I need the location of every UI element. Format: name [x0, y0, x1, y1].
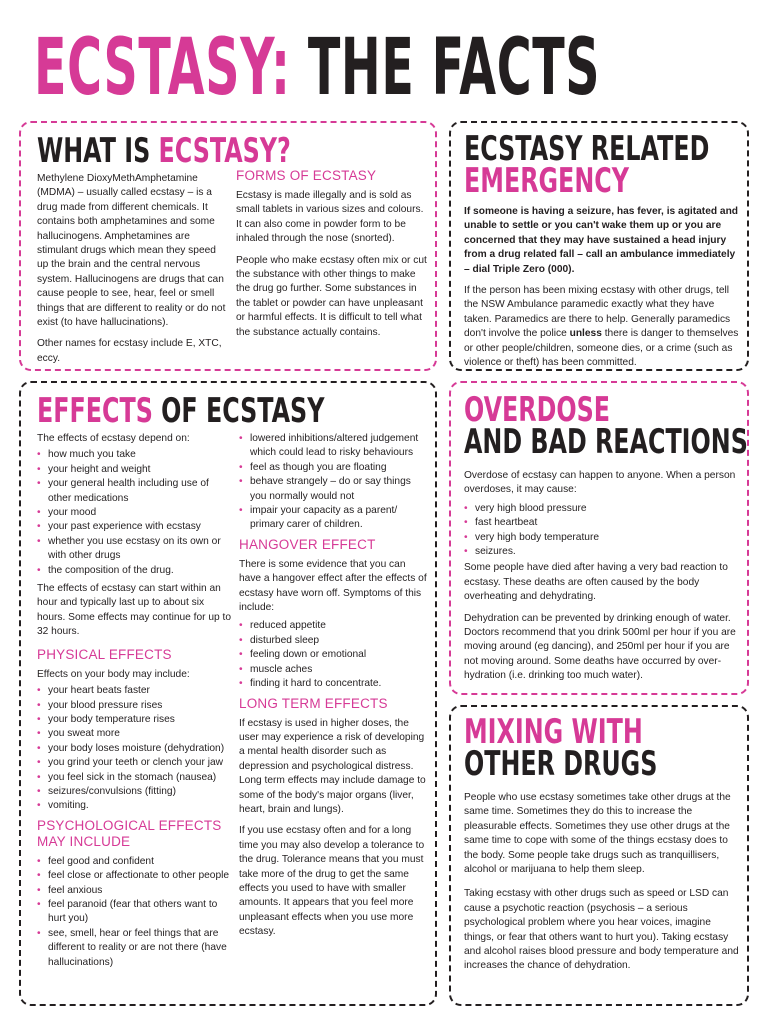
psychological-effects-heading: PSYCHOLOGICAL EFFECTS MAY INCLUDE — [37, 817, 222, 849]
emergency-call-ambulance: If someone is having a seizure, has fever, is agitated and unable to settle or you can't wake them up or you are concerned that they may have sustained a head injury from a drug related fall – call an ambulance immediately – dial Triple Zero (000). — [464, 206, 739, 275]
list-item: • very high body temperature — [464, 531, 742, 545]
hangover-list — [239, 619, 429, 691]
list-item: • see, smell, hear or feel things that are different to reality or are not there (have hallucinations) — [37, 927, 233, 970]
list-item: • fast heartbeat — [464, 516, 742, 530]
list-item: • your mood — [37, 506, 233, 520]
overdose-list — [464, 502, 742, 560]
list-item: • feel as though you are floating — [239, 461, 429, 475]
overdose-heading-line2: AND BAD REACTIONS — [464, 422, 748, 462]
list-item: • seizures/convulsions (fitting) — [37, 785, 233, 799]
mixing-p2: Taking ecstasy with other drugs such as speed or LSD can cause a psychotic reaction (psychosis – a serious psychological problem where you hear voices, imagine things, or fear that others want to hurt you). Taking ecstasy and alcohol raises blood pressure and body temperature and increases the chance of dehydration. — [464, 888, 739, 972]
psych-list-continued — [239, 432, 429, 533]
list-item: • your height and weight — [37, 463, 233, 477]
mixing-heading-line2: OTHER DRUGS — [464, 744, 658, 784]
emergency-heading-line1: ECSTASY RELATED — [464, 129, 710, 169]
list-item: • your general health including use of other medications — [37, 477, 233, 506]
what-is-ecstasy-text — [37, 172, 229, 373]
physical-intro: Effects on your body may include: — [37, 668, 190, 680]
list-item: • you sweat more — [37, 727, 233, 741]
list-item: • reduced appetite — [239, 619, 429, 633]
overdose-heading-line1: OVERDOSE — [464, 390, 610, 430]
title-ecstasy: ECSTASY: — [34, 23, 291, 113]
effects-timing: The effects of ecstasy can start within an hour and typically last up to about six hours. Some effects may continue for up to 32 hours. — [37, 583, 232, 638]
depend-list — [37, 448, 233, 578]
overdose-deaths: Some people have died after having a very bad reaction to ecstasy. These deaths are often caused by the body overheating and dehydrating. — [464, 562, 728, 603]
list-item: • the composition of the drug. — [37, 564, 233, 578]
other-names: Other names for ecstasy include E, XTC, eccy. — [37, 338, 222, 364]
effects-col-1 — [37, 432, 233, 970]
mixing-text — [464, 791, 742, 981]
list-item: • seizures. — [464, 545, 742, 559]
effects-col-2 — [239, 432, 429, 947]
list-item: • disturbed sleep — [239, 634, 429, 648]
list-item: • feel good and confident — [37, 855, 233, 869]
list-item: • whether you use ecstasy on its own or with other drugs — [37, 535, 233, 564]
page-title — [34, 23, 601, 113]
list-item: • impair your capacity as a parent/ primary carer of children. — [239, 504, 429, 533]
longterm-p1: If ecstasy is used in higher doses, the user may experience a risk of developing a mental health disorder such as depression and psychological distress. Long term effects may include damage to some of the body's major organs (liver, heart, brain and lungs). — [239, 717, 426, 815]
list-item: • feel close or affectionate to other people — [37, 869, 233, 883]
forms-heading: FORMS OF ECSTASY — [236, 168, 377, 183]
mixing-heading-line1: MIXING WITH — [464, 712, 643, 752]
longterm-p2: If you use ecstasy often and for a long time you may also develop a tolerance to the drug. Tolerance means that you must take more of the drug to get the same effects you used to have with smaller amounts. It appears that you feel more unpleasant effects when you use more ecstasy. — [239, 825, 425, 938]
mdma-description: Methylene DioxyMethAmphetamine (MDMA) – usually called ecstasy – is a drug made from different chemicals. It contains both amphetamines and some hallucinogens. Amphetamines are stimulant drugs which mean they speed up the brain and the central nervous system. Hallucinogens are drugs that can cause people to see, hear, feel or smell things that are different to reality or do not exist (to have hallucinations). — [37, 173, 226, 329]
list-item: • your heart beats faster — [37, 684, 233, 698]
list-item: • you grind your teeth or clench your jaw — [37, 756, 233, 770]
list-item: • behave strangely – do or say things you normally would not — [239, 475, 429, 504]
physical-list — [37, 684, 233, 814]
emergency-paramedics: If the person has been mixing ecstasy with other drugs, tell the NSW Ambulance paramedic exactly what they have taken. Paramedics are there to help. Generally paramedics don't involve the police unless there is danger to themselves or other people/children, someone dies, or a crime (such as violence or theft) has been committed. — [464, 285, 739, 369]
hangover-effect-heading: HANGOVER EFFECT — [239, 536, 376, 552]
overdose-intro: Overdose of ecstasy can happen to anyone. When a person overdoses, it may cause: — [464, 470, 736, 496]
list-item: • vomiting. — [37, 799, 233, 813]
list-item: • feel paranoid (fear that others want to hurt you) — [37, 898, 233, 927]
list-item: • feeling down or emotional — [239, 648, 429, 662]
list-item: • your body temperature rises — [37, 713, 233, 727]
title-the-facts: THE FACTS — [307, 23, 601, 113]
list-item: • muscle aches — [239, 663, 429, 677]
list-item: • very high blood pressure — [464, 502, 742, 516]
mixing-p1: People who use ecstasy sometimes take other drugs at the same time. Sometimes they do this to increase the pleasurable effects. Sometimes they use other drugs at the same time to cope with some of the things ecstasy does to the body. Some people take drugs such as tranquillisers, alcohol or marijuana to help them sleep. — [464, 792, 731, 876]
long-term-effects-heading: LONG TERM EFFECTS — [239, 695, 388, 711]
overdose-text — [464, 469, 742, 691]
emergency-text — [464, 205, 742, 377]
effects-intro: The effects of ecstasy depend on: — [37, 433, 190, 444]
list-item: • your blood pressure rises — [37, 699, 233, 713]
hangover-text: There is some evidence that you can have a hangover effect after the effects of ecstasy have worn off. Symptoms of this include: — [239, 558, 427, 614]
what-is-ecstasy-heading: WHAT IS ECSTASY? — [37, 131, 291, 171]
forms-p2: People who make ecstasy often mix or cut the substance with other things to make the drug go further. Some substances in the tablet or powder can have unpleasant or harmful effects. It is difficult to tell what the substance actually contains. — [236, 254, 427, 338]
list-item: • finding it hard to concentrate. — [239, 677, 429, 691]
list-item: • how much you take — [37, 448, 233, 462]
overdose-dehydration: Dehydration can be prevented by drinking enough of water. Doctors recommend that you drink 500ml per hour if you are moving around (eg dancing), and 250ml per hour if you are not moving around. Some deaths have occurred by over-hydration (i.e. drinking too much water). — [464, 612, 736, 682]
psych-list — [37, 855, 233, 970]
list-item: • feel anxious — [37, 884, 233, 898]
forms-of-ecstasy — [236, 168, 428, 347]
list-item: • lowered inhibitions/altered judgement which could lead to risky behaviours — [239, 432, 429, 461]
list-item: • you feel sick in the stomach (nausea) — [37, 771, 233, 785]
physical-effects-heading: PHYSICAL EFFECTS — [37, 646, 172, 662]
list-item: • your past experience with ecstasy — [37, 520, 233, 534]
effects-heading: EFFECTS OF ECSTASY — [37, 391, 325, 431]
emergency-heading-line2: EMERGENCY — [464, 161, 629, 201]
forms-p1: Ecstasy is made illegally and is sold as small tablets in various sizes and colours. It can also come in powder form to be inhaled through the nose (snorted). — [236, 190, 424, 245]
list-item: • your body loses moisture (dehydration) — [37, 742, 233, 756]
